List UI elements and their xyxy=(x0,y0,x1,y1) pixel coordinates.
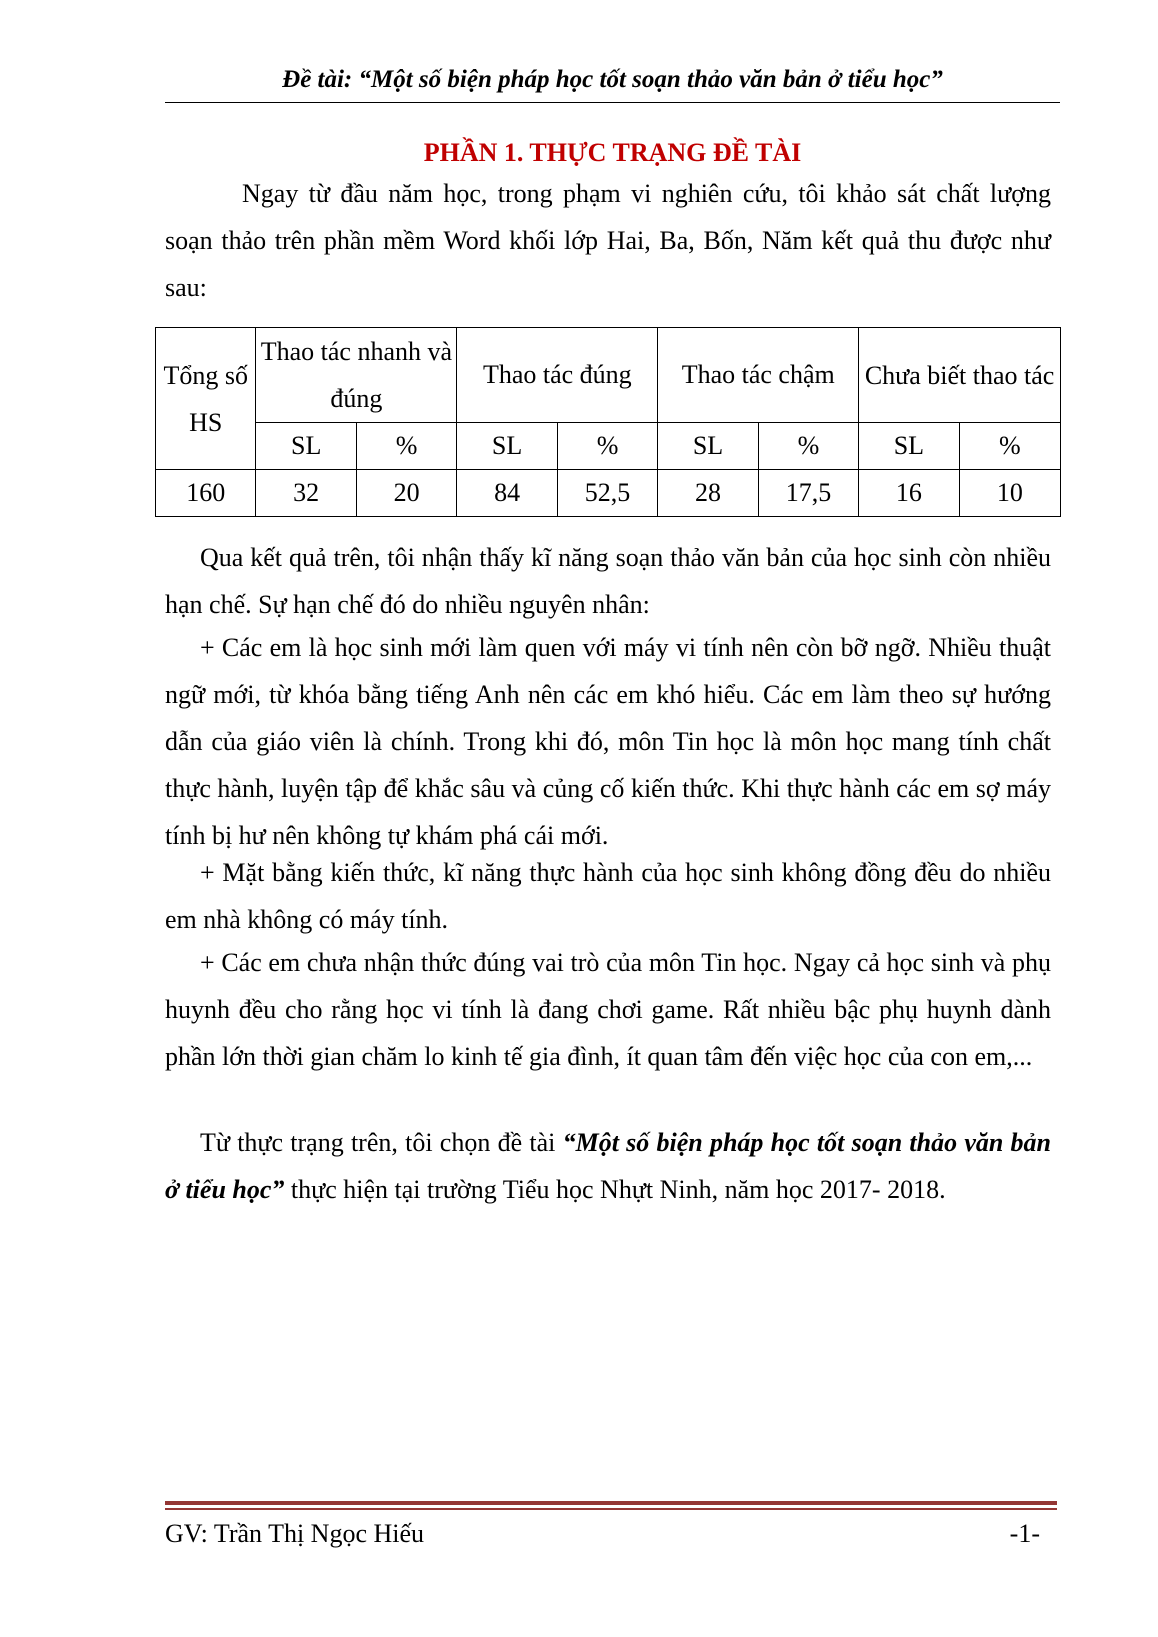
paragraph-reason-3: + Các em chưa nhận thức đúng vai trò của môn Tin học. Ngay cả học sinh và phụ huynh đều cho rằng học vi tính là đang chơi game. Rất nhiều bậc phụ huynh dành phần lớn thời gian chăm lo kinh tế gia đình, ít quan tâm đến việc học của con em,... xyxy=(165,948,1051,1071)
footer-author: GV: Trần Thị Ngọc Hiếu xyxy=(165,1519,425,1548)
value-unknown-sl: 16 xyxy=(859,470,959,517)
page-header-title: Đề tài: “Một số biện pháp học tốt soạn thảo văn bản ở tiểu học” xyxy=(282,66,943,93)
paragraph-results: Qua kết quả trên, tôi nhận thấy kĩ năng soạn thảo văn bản của học sinh còn nhiều hạn chế. Sự hạn chế đó do nhiều nguyên nhân: xyxy=(165,543,1051,619)
sub-header-sl: SL xyxy=(859,423,959,470)
sub-header-pct: % xyxy=(557,423,657,470)
header-total-students: Tổng số HS xyxy=(156,328,256,470)
header-divider xyxy=(165,102,1060,103)
footer-divider-thick xyxy=(165,1501,1057,1505)
paragraph-reason-1: + Các em là học sinh mới làm quen với máy vi tính nên còn bỡ ngỡ. Nhiều thuật ngữ mới, từ khóa bằng tiếng Anh nên các em khó hiểu. Các em làm theo sự hướng dẫn của giáo viên là chính. Trong khi đó, môn Tin học là môn học mang tính chất thực hành, luyện tập để khắc sâu và củng cố kiến thức. Khi thực hành các em sợ máy tính bị hư nên không tự khám phá cái mới. xyxy=(165,633,1051,850)
table-row xyxy=(156,470,1061,517)
footer-divider-thin xyxy=(165,1508,1057,1510)
survey-table xyxy=(155,327,1061,517)
section-title: PHẦN 1. THỰC TRẠNG ĐỀ TÀI xyxy=(423,138,802,167)
sub-header-pct: % xyxy=(356,423,456,470)
header-fast-correct: Thao tác nhanh và đúng xyxy=(256,328,457,423)
value-fast-pct: 20 xyxy=(356,470,456,517)
value-unknown-pct: 10 xyxy=(959,470,1060,517)
sub-header-sl: SL xyxy=(457,423,557,470)
header-unknown: Chưa biết thao tác xyxy=(859,328,1061,423)
value-fast-sl: 32 xyxy=(256,470,356,517)
conclusion-suffix: thực hiện tại trường Tiểu học Nhựt Ninh, năm học 2017- 2018. xyxy=(284,1175,946,1204)
value-total: 160 xyxy=(156,470,256,517)
paragraph-reason-2: + Mặt bằng kiến thức, kĩ năng thực hành của học sinh không đồng đều do nhiều em nhà không có máy tính. xyxy=(165,858,1051,934)
header-slow: Thao tác chậm xyxy=(658,328,859,423)
value-slow-sl: 28 xyxy=(658,470,758,517)
value-correct-pct: 52,5 xyxy=(557,470,657,517)
sub-header-pct: % xyxy=(959,423,1060,470)
intro-paragraph: Ngay từ đầu năm học, trong phạm vi nghiên cứu, tôi khảo sát chất lượng soạn thảo trên phần mềm Word khối lớp Hai, Ba, Bốn, Năm kết quả thu được như sau: xyxy=(165,179,1051,302)
value-slow-pct: 17,5 xyxy=(758,470,858,517)
sub-header-pct: % xyxy=(758,423,858,470)
conclusion-topic-title: “Một số biện pháp học tốt soạn thảo văn bản ở tiểu học” xyxy=(165,1128,1052,1204)
sub-header-sl: SL xyxy=(658,423,758,470)
page-number: -1- xyxy=(1009,1519,1040,1548)
conclusion-prefix: Từ thực trạng trên, tôi chọn đề tài xyxy=(200,1128,563,1157)
paragraph-conclusion xyxy=(165,1119,1051,1213)
sub-header-sl: SL xyxy=(256,423,356,470)
header-correct: Thao tác đúng xyxy=(457,328,658,423)
value-correct-sl: 84 xyxy=(457,470,557,517)
